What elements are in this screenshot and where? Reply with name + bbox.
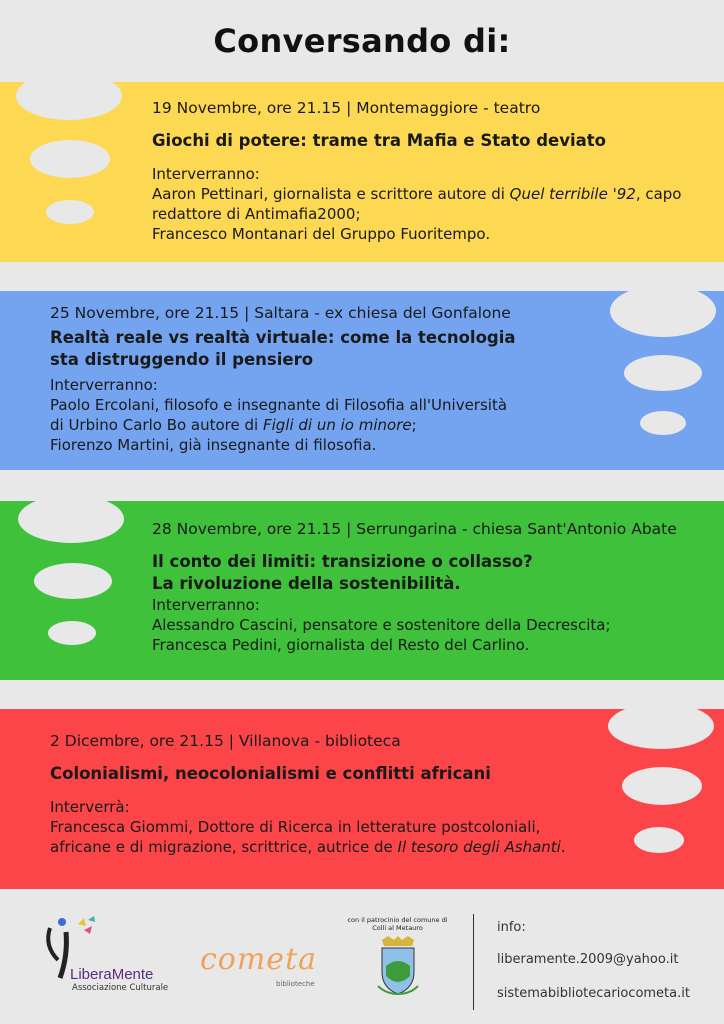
liberamente-logo-subtext: Associazione Culturale [72,983,169,993]
speakers-label: Interverrà: [50,798,130,816]
event-topic: Realtà reale vs realtà virtuale: come la tecnologia [50,328,516,347]
website-link[interactable]: sistemabibliotecariocometa.it [497,986,690,1001]
event-date: 25 Novembre, ore 21.15 | Saltara - ex chiesa del Gonfalone [50,304,511,322]
speaker-line: di Urbino Carlo Bo autore di Figli di un io minore; [50,416,417,434]
cloud-bubble [608,709,714,749]
event-topic: Il conto dei limiti: transizione o collasso? [152,552,533,571]
event-content [152,519,718,655]
cloud-bubble [16,82,122,120]
cloud-bubble [30,140,110,178]
cloud-bubble [624,355,702,391]
cloud-bubble [622,767,702,805]
event-content [50,731,610,857]
event-topic: sta distruggendo il pensiero [50,350,314,369]
cometa-logo-subtext: biblioteche [276,980,315,988]
page-title: Conversando di: [213,22,511,60]
patronage-text: con il patrocinio del comune di [347,916,448,924]
event-content [50,303,610,455]
speaker-line: Fiorenzo Martini, già insegnante di filosofia. [50,436,377,454]
speaker-line: Alessandro Cascini, pensatore e sostenitore della Decrescita; [152,616,611,634]
speakers-label: Interverranno: [50,376,158,394]
speakers-label: Interverranno: [152,596,260,614]
speaker-line: africane e di migrazione, scrittrice, autrice de Il tesoro degli Ashanti. [50,838,566,856]
cloud-bubble [610,291,716,337]
cloud-bubble [48,621,96,645]
patronage-block [345,916,450,1000]
cloud-bubble [634,827,684,853]
speaker-line: Francesco Montanari del Gruppo Fuoritempo. [152,225,491,243]
event-topic: Colonialismi, neocolonialismi e conflitti africani [50,764,491,783]
event-band-3 [0,501,724,680]
cloud-bubble [46,200,94,224]
coat-of-arms-icon [376,936,420,996]
cometa-logo [200,942,340,992]
event-topic: Giochi di potere: trame tra Mafia e Stato deviato [152,131,606,150]
speaker-line: Francesca Giommi, Dottore di Ricerca in letterature postcoloniali, [50,818,541,836]
footer [0,890,724,1024]
event-topic: La rivoluzione della sostenibilità. [152,574,461,593]
patronage-town: Colli al Metauro [372,924,423,932]
speaker-line: Francesca Pedini, giornalista del Resto del Carlino. [152,636,530,654]
cloud-bubble [34,563,112,599]
event-band-4 [0,709,724,889]
info-label: info: [497,920,526,935]
cometa-logo-text: cometa [200,942,318,977]
event-date: 28 Novembre, ore 21.15 | Serrungarina - chiesa Sant'Antonio Abate [152,520,677,538]
speaker-line: redattore di Antimafia2000; [152,205,361,223]
liberamente-logo-text: LiberaMente [70,966,154,983]
event-content [152,98,718,244]
contact-email[interactable]: liberamente.2009@yahoo.it [497,952,679,967]
cloud-bubble [18,501,124,543]
liberamente-logo [40,916,180,1006]
event-band-2 [0,291,724,470]
event-band-1 [0,82,724,262]
event-date: 2 Dicembre, ore 21.15 | Villanova - biblioteca [50,732,401,750]
cloud-bubble [640,411,686,435]
footer-divider [473,914,474,1010]
speaker-line: Aaron Pettinari, giornalista e scrittore autore di Quel terribile '92, capo [152,185,682,203]
event-date: 19 Novembre, ore 21.15 | Montemaggiore - teatro [152,99,541,117]
speaker-line: Paolo Ercolani, filosofo e insegnante di Filosofia all'Università [50,396,508,414]
speakers-label: Interverranno: [152,165,260,183]
